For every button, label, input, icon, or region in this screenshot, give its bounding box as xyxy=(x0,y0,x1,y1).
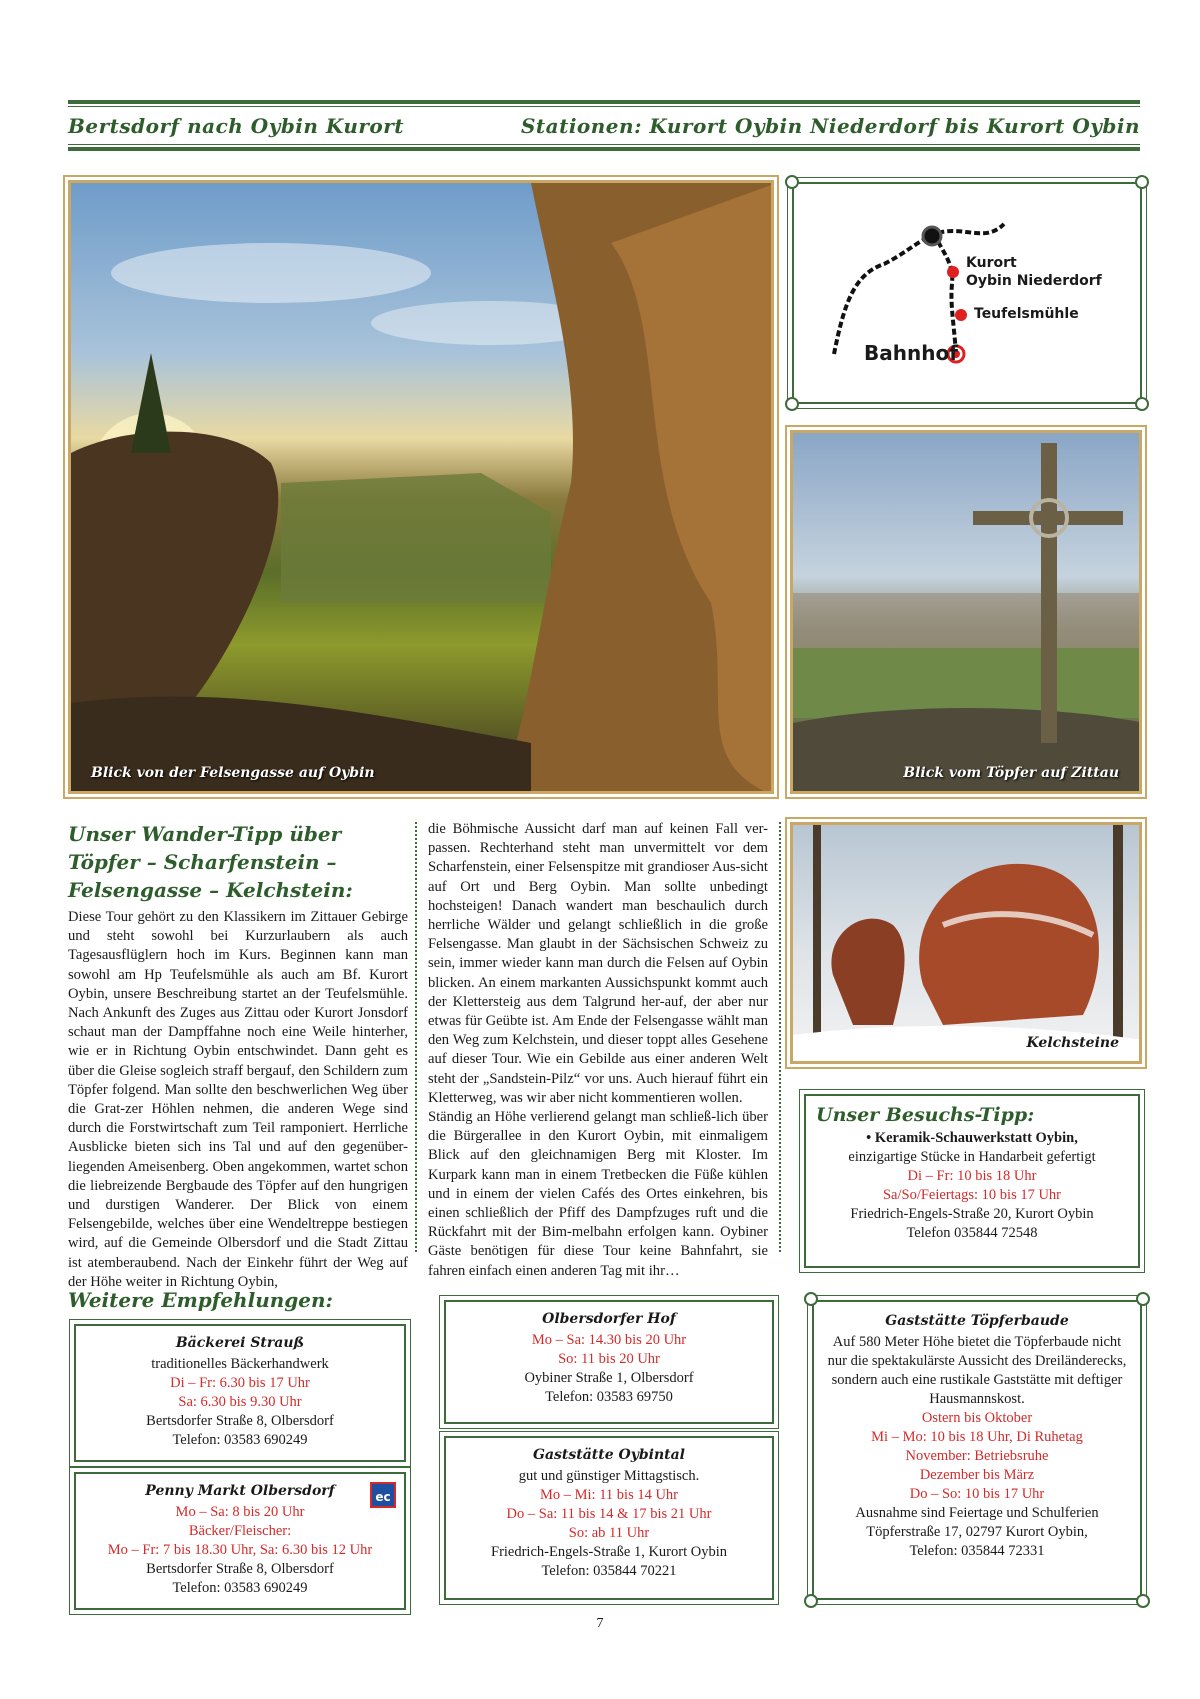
visit-tip-address: Friedrich-Engels-Straße 20, Kurort Oybin xyxy=(850,1206,1094,1222)
card-oybintal xyxy=(444,1436,774,1600)
olbersdorfer-phone: Telefon: 03583 69750 xyxy=(545,1389,673,1405)
olbersdorfer-hours1: Mo – Sa: 14.30 bis 20 Uhr xyxy=(531,1332,687,1348)
penny-title: Penny Markt Olbersdorf xyxy=(145,1483,335,1499)
article-column2-text-a: die Böhmische Aussicht darf man auf keinen Fall ver-passen. Rechterhand steht man unvermittelt vor dem Scharfenstein, einer Felsenspitze mit grandioser Aus-sicht auf Ort und Berg Oybin. Man sollte unbedingt hochsteigen! Danach wandert man beschaulich durch herrliche Wälder und gelangt schließlich in die große Felsengasse. Man glaubt in der Sächsischen Schweiz zu sein, immer wieder kann man durch die Felsen auf Oybin blicken. An einem markanten Aussichspunkt kommt auch der Klettersteig aus dem Talgrund her-auf, der aber nur etwas für Geübte ist. Am Ende der Felsengasse wählt man den Weg zum Kelchstein, und dieser toppt alles Gesehene auf dieser Tour. Wie ein Gebilde aus einer anderen Welt steht der „Sandstein-Pilz“ vor uns. Auch hierauf führt ein Kletterweg, was wir aber nicht kommentieren wollen. xyxy=(428,821,768,1106)
ec-card-icon: ec xyxy=(370,1482,396,1508)
toepferbaude-phone: Telefon: 035844 72331 xyxy=(909,1543,1045,1559)
toepferbaude-hours1: Ostern bis Oktober xyxy=(921,1410,1033,1426)
oybintal-address: Friedrich-Engels-Straße 1, Kurort Oybin xyxy=(491,1544,727,1560)
map-station-niederdorf xyxy=(966,254,1102,290)
header-left-title: Bertsdorf nach Oybin Kurort xyxy=(68,114,405,138)
baeckerei-hours2: Sa: 6.30 bis 9.30 Uhr xyxy=(178,1394,302,1410)
toepferbaude-hours4: Dezember bis März xyxy=(919,1467,1035,1483)
map-station-bahnhof: Bahnhof xyxy=(864,341,958,365)
card-corner-ornament xyxy=(1136,1594,1150,1608)
card-corner-ornament xyxy=(1136,1292,1150,1306)
oybintal-hours2: Do – Sa: 11 bis 14 & 17 bis 21 Uhr xyxy=(506,1506,712,1522)
article-title-line1: Unser Wander-Tipp über xyxy=(68,822,342,846)
visit-tip-desc: einzigartige Stücke in Handarbeit gefertigt xyxy=(848,1149,1096,1165)
visit-tip-hours2: Sa/So/Feiertags: 10 bis 17 Uhr xyxy=(882,1187,1062,1203)
baeckerei-phone: Telefon: 03583 690249 xyxy=(172,1432,308,1448)
article-title-line3: Felsengasse – Kelchstein: xyxy=(68,878,353,902)
article-title-line2: Töpfer – Scharfenstein – xyxy=(68,850,337,874)
baeckerei-title: Bäckerei Strauß xyxy=(175,1335,305,1351)
visit-tip-phone: Telefon 035844 72548 xyxy=(906,1225,1038,1241)
card-olbersdorfer-hof xyxy=(444,1300,774,1424)
visit-tip-title: Unser Besuchs-Tipp: xyxy=(816,1104,1035,1126)
toepferbaude-title: Gaststätte Töpferbaude xyxy=(885,1313,1069,1329)
article-column1-text: Diese Tour gehört zu den Klassikern im Zittauer Gebirge und steht sowohl bei Kurzurlaubern als auch Tagesausflüglern hoch im Kurs. Beginnen kann man sowohl am Hp Teufelsmühle als auch am Bf. Kurort Oybin, unsere Beschreibung startet an der Teufelsmühle. Nach Ankunft des Zuges aus Zittau oder Kurort Jonsdorf schaut man der Dampffahne noch eine Weile hinterher, wie er in Richtung Oybin entschwindet. Dann geht es über die Gleise sogleich straff bergauf, den Schildern zum Töpfer folgend. Man sollte den beschwerlichen Weg über die Grat-zer Höhlen nehmen, die anderen Wege sind durch die Forstwirtschaft zum Teil ramponiert. Herrliche Ausblicke bieten sich ins Tal und auf den gegenüber-liegenden Ameisenberg. Oben angekommen, wartet schon die liebreizende Bergbaude des Töpfer auf den hungrigen und durstigen Wanderer. Der Blick von einem Felsengebilde, welches über eine Wendeltreppe bestiegen wird, auf die Gemeinde Olbersdorf und die Stadt Zittau ist atemberaubend. Nach der Einkehr führt der Weg auf der Höhe weiter in Richtung Oybin, xyxy=(68,909,408,1290)
main-photo-scene xyxy=(71,183,774,794)
toepferbaude-note: Ausnahme sind Feiertage und Schulferien xyxy=(855,1505,1099,1521)
olbersdorfer-title: Olbersdorfer Hof xyxy=(542,1311,676,1327)
column-divider xyxy=(415,822,417,1252)
card-baeckerei xyxy=(74,1324,406,1462)
card-corner-ornament xyxy=(804,1594,818,1608)
toepferbaude-hours5: Do – So: 10 bis 17 Uhr xyxy=(909,1486,1045,1502)
page-number: 7 xyxy=(596,1616,604,1631)
cross-photo xyxy=(790,430,1142,794)
toepferbaude-hours2: Mi – Mo: 10 bis 18 Uhr, Di Ruhetag xyxy=(871,1429,1083,1445)
baeckerei-desc: traditionelles Bäckerhandwerk xyxy=(151,1356,329,1372)
penny-hours1: Mo – Sa: 8 bis 20 Uhr xyxy=(175,1504,305,1520)
main-photo xyxy=(68,180,774,794)
baeckerei-address: Bertsdorfer Straße 8, Olbersdorf xyxy=(146,1413,334,1429)
oybintal-phone: Telefon: 035844 70221 xyxy=(541,1563,677,1579)
cross-photo-scene xyxy=(793,433,1142,794)
map-station-teufelsmuehle: Teufelsmühle xyxy=(974,306,1079,322)
toepferbaude-hours3: November: Betriebsruhe xyxy=(905,1448,1049,1464)
oybintal-hours3: So: ab 11 Uhr xyxy=(568,1525,650,1541)
header-rule-top-thin xyxy=(68,106,1140,107)
article-column-right xyxy=(428,820,768,1281)
route-map xyxy=(792,182,1142,404)
card-penny xyxy=(74,1472,406,1610)
rocks-photo-scene xyxy=(793,825,1142,1064)
card-toepferbaude xyxy=(812,1300,1142,1600)
article-column2-text-b: Ständig an Höhe verlierend gelangt man schließ-lich über die Bürgerallee in den Kurort Oybin, mit einmaligem Blick auf den gleichnamigen Berg mit Kloster. Im Kurpark kann man in einem Tretbecken die Füße kühlen und in einem der vielen Cafés des Ortes einkehren, bis einen schließlich der Pfiff des Dampfzuges ruft und die Rückfahrt mit der Bim-melbahn erfolgen kann. Oybiner Gäste benötigen für diese Tour keine Bahnfahrt, sie fahren einfach einen anderen Tag mit ihr… xyxy=(428,1109,768,1279)
oybintal-desc: gut und günstiger Mittagstisch. xyxy=(518,1468,700,1484)
header-rule-top xyxy=(68,100,1140,104)
map-track-svg xyxy=(794,184,1140,402)
header-right-title: Stationen: Kurort Oybin Niederdorf bis Kurort Oybin xyxy=(520,114,1140,138)
toepferbaude-desc: Auf 580 Meter Höhe bietet die Töpferbaude nicht nur die spektakulärste Aussicht des Dreiländerecks, sondern auch eine rustikale Gaststätte mit deftiger Hausmannskost. xyxy=(827,1334,1127,1407)
visit-tip-hours1: Di – Fr: 10 bis 18 Uhr xyxy=(907,1168,1037,1184)
rocks-photo xyxy=(790,822,1142,1064)
penny-phone: Telefon: 03583 690249 xyxy=(172,1580,308,1596)
article-column-left xyxy=(68,820,408,1292)
cross-photo-caption: Blick vom Töpfer auf Zittau xyxy=(903,765,1119,781)
card-corner-ornament xyxy=(804,1292,818,1306)
column-divider xyxy=(779,822,781,1252)
rocks-photo-caption: Kelchsteine xyxy=(1026,1035,1119,1051)
oybintal-hours1: Mo – Mi: 11 bis 14 Uhr xyxy=(539,1487,679,1503)
olbersdorfer-address: Oybiner Straße 1, Olbersdorf xyxy=(524,1370,694,1386)
toepferbaude-address: Töpferstraße 17, 02797 Kurort Oybin, xyxy=(866,1524,1088,1540)
visit-tip-name: • Keramik-Schauwerkstatt Oybin, xyxy=(866,1130,1078,1146)
header-rule-bottom xyxy=(68,147,1140,151)
map-station-niederdorf-line2: Oybin Niederdorf xyxy=(966,273,1102,289)
visit-tip-box xyxy=(804,1094,1140,1268)
header-rule-bottom-thin xyxy=(68,144,1140,145)
olbersdorfer-hours2: So: 11 bis 20 Uhr xyxy=(558,1351,660,1367)
penny-address: Bertsdorfer Straße 8, Olbersdorf xyxy=(146,1561,334,1577)
penny-hours3: Mo – Fr: 7 bis 18.30 Uhr, Sa: 6.30 bis 12 Uhr xyxy=(107,1542,373,1558)
penny-hours2: Bäcker/Fleischer: xyxy=(188,1523,292,1539)
baeckerei-hours1: Di – Fr: 6.30 bis 17 Uhr xyxy=(170,1375,310,1391)
main-photo-caption: Blick von der Felsengasse auf Oybin xyxy=(91,765,375,781)
map-station-niederdorf-line1: Kurort xyxy=(966,255,1017,271)
oybintal-title: Gaststätte Oybintal xyxy=(533,1447,685,1463)
more-recommendations-title: Weitere Empfehlungen: xyxy=(68,1288,333,1312)
